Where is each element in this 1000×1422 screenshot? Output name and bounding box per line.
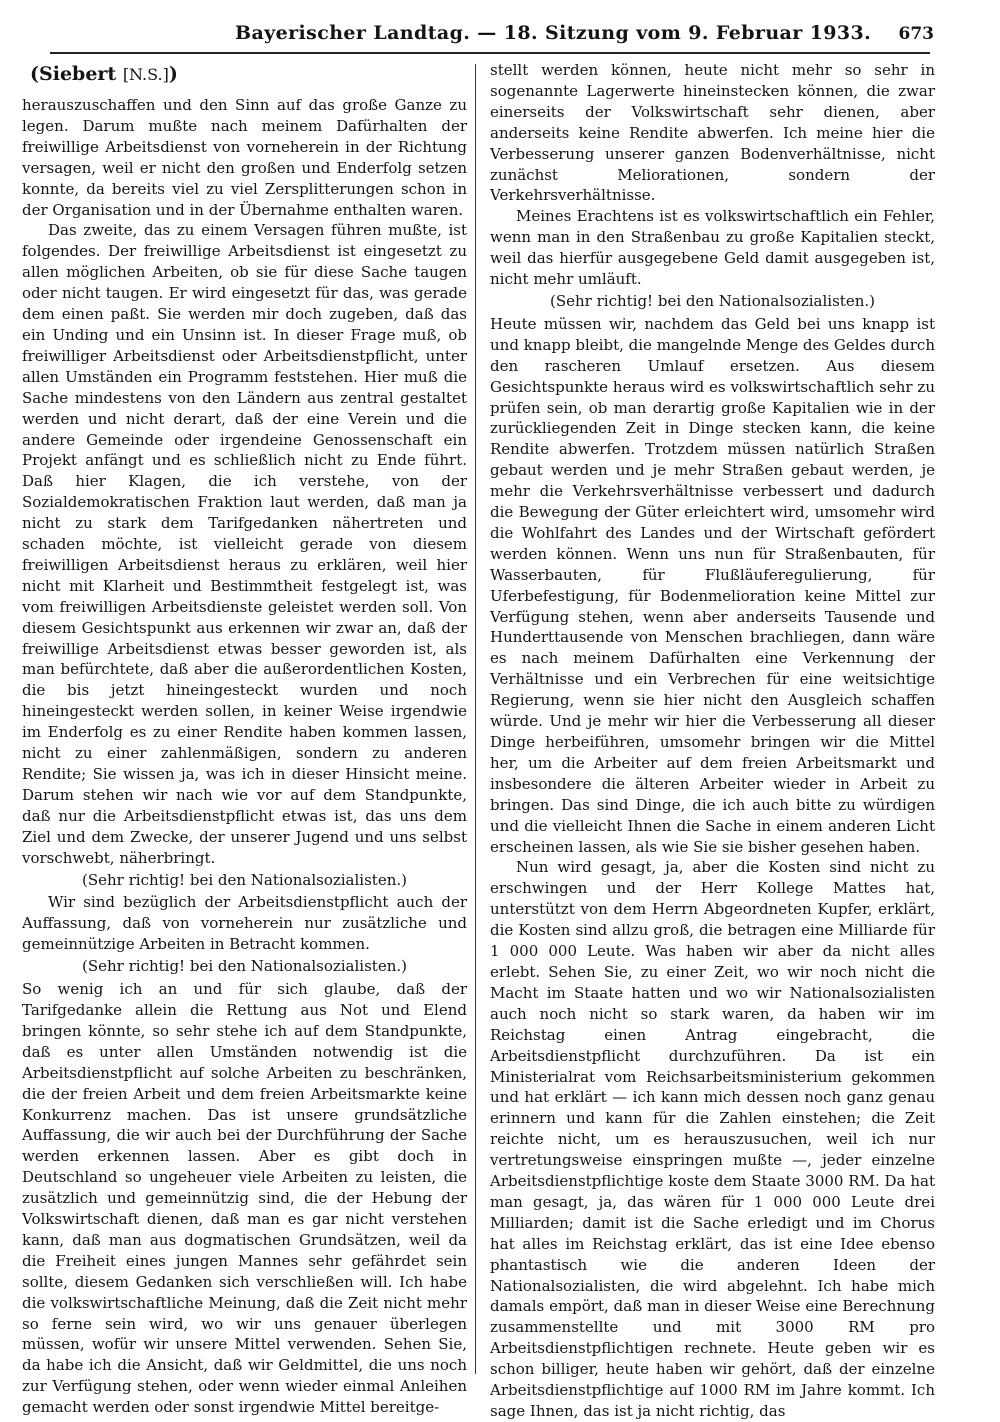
speaker-heading: (Siebert [N.S.]) <box>30 63 178 85</box>
interjection: (Sehr richtig! bei den Nationalsozialisten.) <box>550 291 875 310</box>
paragraph: So wenig ich an und für sich glaube, daß der Tarifgedanke allein die Rettung aus Not und Elend bringen könnte, so sehr stehe ich auf dem Standpunkte, daß es unter allen Umständen notwendig ist die Arbeitsdienstpflicht auf solche Arbeiten zu beschränken, die der freien Arbeit und dem freien Arbeitsmarkte keine Konkurrenz machen. Das ist unsere grundsätzliche Auffassung, die wir auch bei der Durchführung der Sache werden erkennen lassen. Aber es gibt doch in Deutschland so ungeheuer viele Arbeiten zu leisten, die zusätzlich und gemeinnützig sind, die der Hebung der Volkswirtschaft dienen, daß man es gar nicht verstehen kann, daß man aus dogmatischen Grundsätzen, weil da die Freiheit eines jungen Mannes sehr gefährdet sein sollte, diesem Gedanken sich verschließen will. Ich habe die volkswirtschaftliche Meinung, daß die Zeit nicht mehr so ferne sein wird, wo wir uns genauer überlegen müssen, wofür wir unsere Mittel verwenden. Sehen Sie, da habe ich die Ansicht, daß wir Geldmittel, die uns noch zur Verfügung stehen, oder wenn wieder einmal Anleihen gemacht werden oder sonst irgendwie Mittel bereitge- <box>22 980 467 1417</box>
paragraph: Meines Erachtens ist es volkswirtschaftlich ein Fehler, wenn man in den Straßenbau zu große Kapitalien steckt, weil das hierfür ausgegebene Geld damit ausgegeben ist, nicht mehr umläuft. <box>490 207 935 289</box>
interjection: (Sehr richtig! bei den Nationalsozialisten.) <box>82 870 407 889</box>
left-column <box>22 60 467 1418</box>
page-header <box>50 18 934 54</box>
running-head: Bayerischer Landtag. — 18. Sitzung vom 9. Februar 1933. <box>235 22 872 44</box>
left-column-body <box>22 95 467 1418</box>
paragraph: Wir sind bezüglich der Arbeitsdienstpflicht auch der Auffassung, daß von vorneherein nur zusätzliche und gemeinnützige Arbeiten in Betracht kommen. <box>22 893 467 954</box>
speaker-name: Siebert <box>39 63 117 85</box>
paragraph: Heute müssen wir, nachdem das Geld bei uns knapp ist und knapp bleibt, die mangelnde Menge des Geldes durch den rascheren Umlauf ersetzen. Aus diesem Gesichtspunkte heraus wird es volkswirtschaftlich sehr zu prüfen sein, ob man derartig große Kapitalien wie in der zurückliegenden Zeit in Dinge stecken kann, die keine Rendite abwerfen. Trotzdem müssen natürlich Straßen gebaut werden und je mehr Straßen gebaut werden, je mehr die Verkehrsverhältnisse verbessert und dadurch die Bewegung der Güter erleichtert wird, umsomehr wird die Wohlfahrt des Landes und der Wirtschaft gefördert werden können. Wenn uns nun für Straßenbauten, für Wasserbauten, für Flußläuferegulierung, für Uferbefestigung, für Bodenmelioration keine Mittel zur Verfügung stehen, wenn aber anderseits Tausende und Hunderttausende von Menschen brachliegen, dann wäre es nach meinem Dafürhalten eine Verkennung der Verhältnisse und ein Verbrechen für eine weitsichtige Regierung, wenn sie hier nicht den Ausgleich schaffen würde. Und je mehr wir hier die Verbesserung all dieser Dinge herbeiführen, umsomehr bringen wir die Mittel her, um die Arbeiter auf dem freien Arbeitsmarkt und insbesondere die älteren Arbeiter wieder in Arbeit zu bringen. Das sind Dinge, die ich auch bitte zu würdigen und die vielleicht Ihnen die Sache in einem anderen Licht erscheinen lassen, als wie Sie sie bisher gesehen haben. <box>490 314 935 856</box>
page-number: 673 <box>898 24 934 44</box>
interjection: (Sehr richtig! bei den Nationalsozialisten.) <box>82 957 407 976</box>
paragraph: Das zweite, das zu einem Versagen führen mußte, ist folgendes. Der freiwillige Arbeitsdienst ist eingesetzt zu allen möglichen Arbeiten, ob sie für diese Sache taugen oder nicht taugen. Er wird eingesetzt für das, was gerade dem einen paßt. Sie werden mir doch zugeben, daß das ein Unding und ein Unsinn ist. In dieser Frage muß, ob freiwilliger Arbeitsdienst oder Arbeitsdienstpflicht, unter allen Umständen ein Programm feststehen. Hier muß die Sache mindestens von den Ländern aus zentral gestaltet werden und nicht derart, daß der eine Verein und die andere Gemeinde oder irgendeine Genossenschaft ein Projekt anfängt und es schließlich nicht zu Ende führt. Daß hier Klagen, die ich verstehe, von der Sozialdemokratischen Fraktion laut werden, daß man ja nicht zu stark dem Tarifgedanken nähertreten und schaden möchte, ist vielleicht gerade von diesem freiwilligen Arbeitsdienst heraus zu erklären, weil hier nicht mit Klarheit und Bestimmtheit festgelegt ist, was vom freiwilligen Arbeitsdienste geleistet werden soll. Von diesem Gesichtspunkt aus erkennen wir zwar an, daß der freiwillige Arbeitsdienst etwas besser geworden ist, als man befürchtete, daß aber die außerordentlichen Kosten, die bis jetzt hineingesteckt wurden und noch hineingesteckt werden sollen, in keiner Weise irgendwie im Enderfolg es zu einer Rendite haben kommen lassen, nicht zu einer zahlenmäßigen, sondern zu anderen Rendite; Sie wissen ja, was ich in dieser Hinsicht meine. Darum stehen wir nach wie vor auf dem Standpunkte, daß nur die Arbeitsdienstpflicht etwas ist, das uns dem Ziel und dem Zwecke, der unserer Jugend und uns selbst vorschwebt, näherbringt. <box>22 221 467 867</box>
paragraph: stellt werden können, heute nicht mehr so sehr in sogenannte Lagerwerte hineinstecken können, die zwar einerseits der Volkswirtschaft sehr dienen, aber anderseits keine Rendite abwerfen. Ich meine hier die Verbesserung unserer ganzen Bodenverhältnisse, nicht zunächst Meliorationen, sondern der Verkehrsverhältnisse. <box>490 61 935 205</box>
right-column <box>490 60 935 1422</box>
speaker-party: [N.S.] <box>122 65 169 84</box>
paragraph: herauszuschaffen und den Sinn auf das große Ganze zu legen. Darum mußte nach meinem Dafürhalten der freiwillige Arbeitsdienst von vorneherein in der Richtung versagen, weil er nicht den großen und Enderfolg setzen konnte, da bereits viel zu viel Zersplitterungen schon in der Organisation und in der Übernahme enthalten waren. <box>22 96 467 219</box>
paragraph: Nun wird gesagt, ja, aber die Kosten sind nicht zu erschwingen und der Herr Kollege Mattes hat, unterstützt von dem Herrn Abgeordneten Kupfer, erklärt, die Kosten sind allzu groß, die betragen eine Milliarde für 1 000 000 Leute. Was haben wir aber da nicht alles erlebt. Sehen Sie, zu einer Zeit, wo wir noch nicht die Macht im Staate hatten und wo wir Nationalsozialisten auch noch nicht so stark waren, da haben wir im Reichstag einen Antrag eingebracht, die Arbeitsdienstpflicht durchzuführen. Da ist ein Ministerialrat vom Reichsarbeitsministerium gekommen und hat erklärt — ich kann mich dessen noch ganz genau erinnern und kann für die Zahlen einstehen; die Zeit reichte nicht, um es herauszusuchen, weil ich nur vertretungsweise einspringen mußte —, jeder einzelne Arbeitsdienstpflichtige koste dem Staate 3000 RM. Da hat man gesagt, ja, das wären für 1 000 000 Leute drei Milliarden; damit ist die Sache erledigt und im Chorus hat alles im Reichstag erklärt, das ist eine Idee ebenso phantastisch wie die anderen Ideen der Nationalsozialisten, die wird abgelehnt. Ich habe mich damals empört, daß man in dieser Weise eine Berechnung zusammenstellte und mit 3000 RM pro Arbeitsdienstpflichtigen rechnete. Heute geben wir es schon billiger, heute haben wir gehört, daß der einzelne Arbeitsdienstpflichtige auf 1000 RM im Jahre kommt. Ich sage Ihnen, das ist ja nicht richtig, das <box>490 858 935 1420</box>
column-divider <box>475 64 476 1374</box>
right-column-body <box>490 60 935 1422</box>
